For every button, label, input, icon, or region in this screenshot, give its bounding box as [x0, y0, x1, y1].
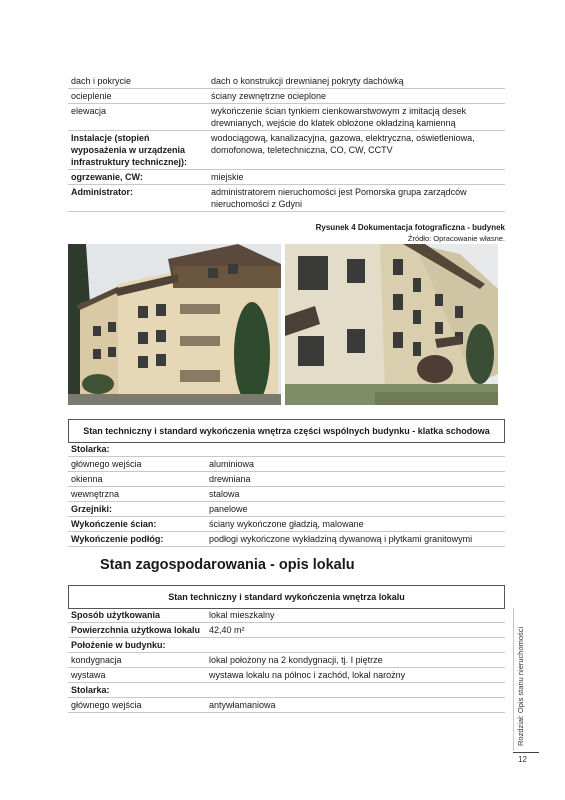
row-label: Administrator: — [68, 185, 208, 212]
chapter-sidebar-label: Rozdział: Opis stanu nieruchomości — [516, 626, 525, 746]
row-value: lokal położony na 2 kondygnacji, tj. I piętrze — [206, 653, 505, 668]
row-label: elewacja — [68, 104, 208, 131]
row-value: wykończenie ścian tynkiem cienkowarstwowym z imitacją desek drewnianych, wejście do klatek obłożone okładziną kamienną — [208, 104, 505, 131]
row-label: Powierzchnia użytkowa lokalu — [68, 623, 206, 638]
row-value: drewniana — [206, 472, 505, 487]
table-row — [68, 74, 505, 89]
row-label: wystawa — [68, 668, 206, 683]
row-value: administratorem nieruchomości jest Pomorska grupa zarządców nieruchomości z Gdyni — [208, 185, 505, 212]
table-row — [68, 517, 505, 532]
building-specs-table — [68, 74, 505, 212]
row-value: dach o konstrukcji drewnianej pokryty dachówką — [208, 74, 505, 89]
row-value: wystawa lokalu na północ i zachód, lokal narożny — [206, 668, 505, 683]
table-row — [68, 532, 505, 547]
row-value: ściany wykończone gładzią, malowane — [206, 517, 505, 532]
table-row — [68, 472, 505, 487]
table-row — [68, 487, 505, 502]
row-label: kondygnacja — [68, 653, 206, 668]
table-row — [68, 170, 505, 185]
table-row — [68, 89, 505, 104]
row-label: Grzejniki: — [68, 502, 206, 517]
row-label: głównego wejścia — [68, 457, 206, 472]
table-row — [68, 698, 505, 713]
building-photo-right — [285, 244, 498, 405]
row-value: stalowa — [206, 487, 505, 502]
table-row — [68, 623, 505, 638]
row-label: Stolarka: — [68, 442, 206, 457]
row-label: Wykończenie podłóg: — [68, 532, 206, 547]
row-value: panelowe — [206, 502, 505, 517]
table-row — [68, 457, 505, 472]
row-label: Instalacje (stopień wyposażenia w urządzenia infrastruktury technicznej): — [68, 131, 208, 170]
row-label: dach i pokrycie — [68, 74, 208, 89]
row-label: Stolarka: — [68, 683, 206, 698]
building-photos — [68, 244, 498, 405]
page-number: 12 — [518, 755, 527, 764]
row-label: Położenie w budynku: — [68, 638, 206, 653]
row-value — [206, 683, 505, 698]
table-row — [68, 502, 505, 517]
table-row — [68, 104, 505, 131]
row-value: wodociągową, kanalizacyjna, gazowa, elektryczna, oświetleniowa, domofonowa, teletechniczna, CO, CW, CCTV — [208, 131, 505, 170]
row-label: ocieplenie — [68, 89, 208, 104]
row-label: głównego wejścia — [68, 698, 206, 713]
row-label: Wykończenie ścian: — [68, 517, 206, 532]
table-row — [68, 131, 505, 170]
row-value — [206, 442, 505, 457]
unit-table — [68, 608, 505, 713]
table-row — [68, 638, 505, 653]
row-value: antywłamaniowa — [206, 698, 505, 713]
row-label: wewnętrzna — [68, 487, 206, 502]
table-row — [68, 608, 505, 623]
row-value: aluminiowa — [206, 457, 505, 472]
sidebar-divider — [513, 608, 514, 751]
row-label: ogrzewanie, CW: — [68, 170, 208, 185]
table-row — [68, 185, 505, 212]
common-parts-heading: Stan techniczny i standard wykończenia wnętrza części wspólnych budynku - klatka schodowa — [68, 419, 505, 443]
unit-heading: Stan techniczny i standard wykończenia wnętrza lokalu — [68, 585, 505, 609]
row-value — [206, 638, 505, 653]
section-title: Stan zagospodarowania - opis lokalu — [100, 557, 355, 573]
row-value: lokal mieszkalny — [206, 608, 505, 623]
table-row — [68, 442, 505, 457]
building-photo-left — [68, 244, 281, 405]
figure-title: Rysunek 4 Dokumentacja fotograficzna - budynek — [315, 223, 505, 232]
table-row — [68, 653, 505, 668]
table-row — [68, 683, 505, 698]
row-value: podłogi wykończone wykładziną dywanową i płytkami granitowymi — [206, 532, 505, 547]
row-label: okienna — [68, 472, 206, 487]
figure-caption — [316, 222, 505, 244]
row-value: ściany zewnętrzne ocieplone — [208, 89, 505, 104]
figure-source: Źródło: Opracowanie własne. — [407, 234, 505, 243]
row-label: Sposób użytkowania — [68, 608, 206, 623]
page-number-rule — [513, 752, 539, 753]
table-row — [68, 668, 505, 683]
row-value: 42,40 m² — [206, 623, 505, 638]
row-value: miejskie — [208, 170, 505, 185]
common-parts-table — [68, 442, 505, 547]
